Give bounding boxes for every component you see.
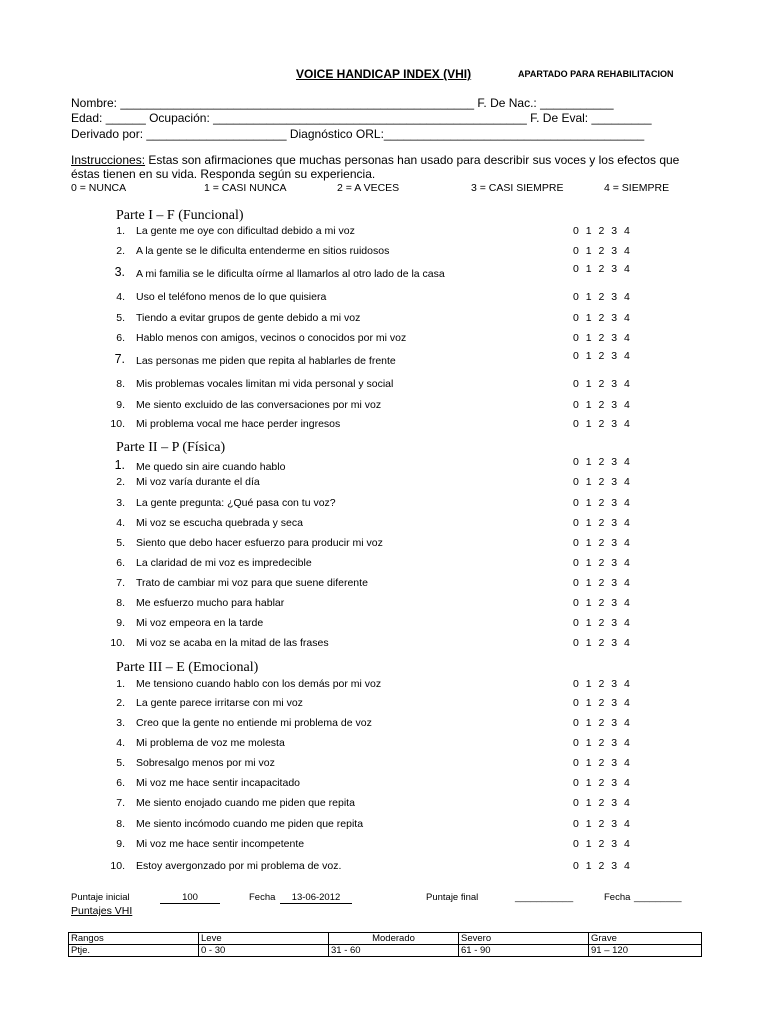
answer-options[interactable]: 0 1 2 3 4: [573, 818, 631, 830]
answer-options[interactable]: 0 1 2 3 4: [573, 557, 631, 569]
vhi-scores-heading: Puntajes VHI: [71, 905, 133, 917]
question-text: Trato de cambiar mi voz para que suene diferente: [136, 577, 368, 589]
table-cell: 61 - 90: [459, 945, 589, 957]
answer-options[interactable]: 0 1 2 3 4: [573, 597, 631, 609]
date1-label: Fecha: [249, 892, 276, 903]
table-row: [69, 945, 702, 957]
question-text: Me siento enojado cuando me piden que repita: [136, 797, 355, 809]
initial-score-value: 100: [160, 892, 220, 904]
scale-1: 1 = CASI NUNCA: [204, 182, 287, 194]
answer-options[interactable]: 0 1 2 3 4: [573, 637, 631, 649]
instructions: [71, 153, 701, 181]
question-text: Mi voz varía durante el día: [136, 476, 260, 488]
table-cell: 0 - 30: [199, 945, 329, 957]
answer-options[interactable]: 0 1 2 3 4: [573, 777, 631, 789]
question-text: Mi voz me hace sentir incapacitado: [136, 777, 300, 789]
answer-options[interactable]: 0 1 2 3 4: [573, 617, 631, 629]
question-text: Me tensiono cuando hablo con los demás por mi voz: [136, 678, 382, 690]
answer-options[interactable]: 0 1 2 3 4: [573, 717, 631, 729]
item-number: 7.: [116, 577, 125, 589]
question-text: Me siento incómodo cuando me piden que repita: [136, 818, 364, 830]
referral-line: Derivado por: _____________________ Diagnóstico ORL:_______________________________________: [71, 127, 645, 141]
item-number: 6.: [116, 557, 125, 569]
answer-options[interactable]: 0 1 2 3 4: [573, 757, 631, 769]
item-number: 1.: [116, 678, 125, 690]
answer-options[interactable]: 0 1 2 3 4: [573, 245, 631, 257]
question-text: Hablo menos con amigos, vecinos o conocidos por mi voz: [136, 332, 407, 344]
date2-label: Fecha: [604, 892, 631, 903]
answer-options[interactable]: 0 1 2 3 4: [573, 456, 631, 468]
item-number: 5.: [116, 757, 125, 769]
answer-options[interactable]: 0 1 2 3 4: [573, 737, 631, 749]
answer-options[interactable]: 0 1 2 3 4: [573, 838, 631, 850]
item-number: 3.: [116, 717, 125, 729]
item-number: 9.: [116, 838, 125, 850]
table-cell: 31 - 60: [329, 945, 459, 957]
scale-4: 4 = SIEMPRE: [604, 182, 670, 194]
scale-0: 0 = NUNCA: [71, 182, 127, 194]
final-score-blank: ___________: [515, 892, 574, 903]
answer-options[interactable]: 0 1 2 3 4: [573, 378, 631, 390]
item-number: 5.: [116, 312, 125, 324]
item-number: 2.: [116, 476, 125, 488]
table-cell: 91 – 120: [589, 945, 702, 957]
question-text: Me siento excluido de las conversaciones por mi voz: [136, 399, 382, 411]
name-line: Nombre: _____________________________________________________ F. De Nac.: ___________: [71, 96, 614, 110]
answer-options[interactable]: 0 1 2 3 4: [573, 350, 631, 362]
ranges-table: [68, 932, 702, 957]
item-number: 1.: [116, 225, 125, 237]
item-number: 4.: [116, 737, 125, 749]
item-number: 9.: [116, 617, 125, 629]
question-text: La gente parece irritarse con mi voz: [136, 697, 303, 709]
answer-options[interactable]: 0 1 2 3 4: [573, 577, 631, 589]
question-text: A mi familia se le dificulta oírme al llamarlos al otro lado de la casa: [136, 268, 445, 280]
answer-options[interactable]: 0 1 2 3 4: [573, 332, 631, 344]
question-text: Siento que debo hacer esfuerzo para producir mi voz: [136, 537, 383, 549]
item-number: 2.: [116, 697, 125, 709]
scale-3: 3 = CASI SIEMPRE: [471, 182, 564, 194]
item-number: 3.: [116, 497, 125, 509]
item-number: 7.: [116, 797, 125, 809]
question-text: La gente me oye con dificultad debido a mi voz: [136, 225, 355, 237]
rehab-label: APARTADO PARA REHABILITACION: [518, 69, 674, 79]
item-number: 9.: [116, 399, 125, 411]
section-title: Parte III – E (Emocional): [116, 660, 259, 675]
question-text: La claridad de mi voz es impredecible: [136, 557, 312, 569]
table-cell: Ptje.: [69, 945, 199, 957]
question-text: Mi voz empeora en la tarde: [136, 617, 264, 629]
table-cell: Rangos: [69, 933, 199, 945]
answer-options[interactable]: 0 1 2 3 4: [573, 225, 631, 237]
question-text: Mi voz me hace sentir incompetente: [136, 838, 305, 850]
table-cell: Leve: [199, 933, 329, 945]
final-score-label: Puntaje final: [426, 892, 479, 903]
question-text: Sobresalgo menos por mi voz: [136, 757, 275, 769]
answer-options[interactable]: 0 1 2 3 4: [573, 497, 631, 509]
question-text: Uso el teléfono menos de lo que quisiera: [136, 291, 327, 303]
question-text: A la gente se le dificulta entenderme en sitios ruidosos: [136, 245, 390, 257]
answer-options[interactable]: 0 1 2 3 4: [573, 537, 631, 549]
item-number: 1.: [114, 458, 125, 472]
item-number: 2.: [116, 245, 125, 257]
item-number: 5.: [116, 537, 125, 549]
scale-2: 2 = A VECES: [337, 182, 400, 194]
question-text: Mi voz se escucha quebrada y seca: [136, 517, 303, 529]
item-number: 10.: [110, 637, 125, 649]
item-number: 4.: [116, 291, 125, 303]
question-text: Mi voz se acaba en la mitad de las frases: [136, 637, 329, 649]
item-number: 8.: [116, 597, 125, 609]
item-number: 3.: [114, 265, 125, 279]
question-text: Mis problemas vocales limitan mi vida personal y social: [136, 378, 394, 390]
answer-options[interactable]: 0 1 2 3 4: [573, 291, 631, 303]
item-number: 8.: [116, 378, 125, 390]
question-text: Tiendo a evitar grupos de gente debido a mi voz: [136, 312, 361, 324]
question-text: Creo que la gente no entiende mi problema de voz: [136, 717, 372, 729]
question-text: Mi problema de voz me molesta: [136, 737, 285, 749]
form-title: VOICE HANDICAP INDEX (VHI): [296, 67, 472, 81]
item-number: 6.: [116, 777, 125, 789]
question-text: Mi problema vocal me hace perder ingresos: [136, 418, 341, 430]
answer-options[interactable]: 0 1 2 3 4: [573, 860, 631, 872]
item-number: 8.: [116, 818, 125, 830]
answer-options[interactable]: 0 1 2 3 4: [573, 312, 631, 324]
answer-options[interactable]: 0 1 2 3 4: [573, 476, 631, 488]
question-text: Las personas me piden que repita al hablarles de frente: [136, 355, 396, 367]
table-cell: Severo: [459, 933, 589, 945]
table-cell: Grave: [589, 933, 702, 945]
answer-options[interactable]: 0 1 2 3 4: [573, 697, 631, 709]
item-number: 4.: [116, 517, 125, 529]
answer-options[interactable]: 0 1 2 3 4: [573, 797, 631, 809]
answer-options[interactable]: 0 1 2 3 4: [573, 399, 631, 411]
initial-score-label: Puntaje inicial: [71, 892, 130, 903]
instructions-label: Instrucciones:: [71, 153, 146, 167]
date1-value: 13-06-2012: [280, 892, 352, 904]
question-text: Estoy avergonzado por mi problema de voz.: [136, 860, 342, 872]
item-number: 10.: [110, 418, 125, 430]
answer-options[interactable]: 0 1 2 3 4: [573, 418, 631, 430]
table-row: [69, 933, 702, 945]
question-text: Me esfuerzo mucho para hablar: [136, 597, 285, 609]
item-number: 10.: [110, 860, 125, 872]
answer-options[interactable]: 0 1 2 3 4: [573, 678, 631, 690]
date2-blank: _________: [634, 892, 682, 903]
question-text: La gente pregunta: ¿Qué pasa con tu voz?: [136, 497, 336, 509]
answer-options[interactable]: 0 1 2 3 4: [573, 263, 631, 275]
section-title: Parte II – P (Física): [116, 440, 226, 455]
table-cell: Moderado: [329, 933, 459, 945]
item-number: 7.: [114, 352, 125, 366]
item-number: 6.: [116, 332, 125, 344]
answer-options[interactable]: 0 1 2 3 4: [573, 517, 631, 529]
section-title: Parte I – F (Funcional): [116, 208, 244, 223]
age-line: Edad: ______ Ocupación: _______________________________________________ F. De Eval: _________: [71, 111, 652, 125]
question-text: Me quedo sin aire cuando hablo: [136, 461, 286, 473]
instructions-text: Estas son afirmaciones que muchas personas han usado para describir sus voces y los efectos que éstas tienen en su vida. Responda según su experiencia.: [71, 153, 680, 181]
